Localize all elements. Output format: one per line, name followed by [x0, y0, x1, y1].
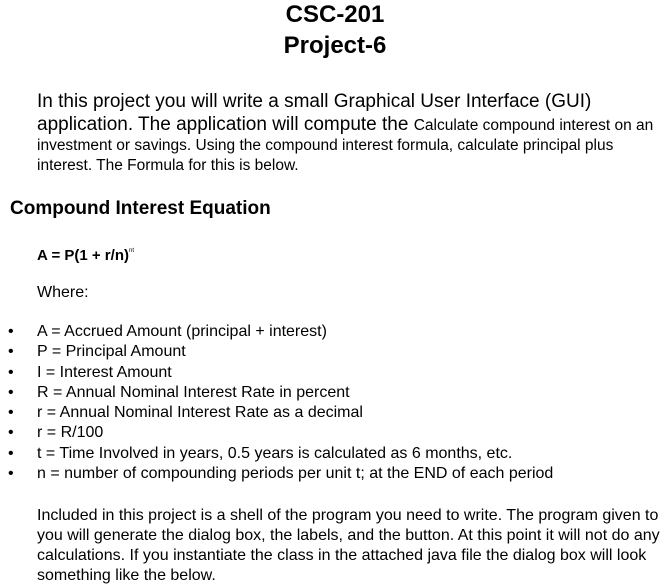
equation-main: A = P(1 + r/n): [37, 247, 129, 264]
intro-text-large: In this project you will write a small Graphical User Interface (GUI) application. The application will compute the: [37, 91, 592, 135]
list-item: [0, 363, 670, 383]
list-item: [0, 342, 670, 362]
document-title-line-1: CSC-201: [285, 1, 385, 28]
document-title-line-2: Project-6: [283, 32, 387, 59]
list-item: [0, 383, 670, 403]
bullet-icon: •: [8, 383, 14, 401]
equation-exponent: nt: [128, 248, 134, 254]
intro-text-small: Calculate compound interest on an investment or savings. Using the compound interest formula, calculate principal plus interest. The Formula for this is below.: [37, 117, 654, 174]
list-item-text: t = Time Involved in years, 0.5 years is calculated as 6 months, etc.: [37, 444, 513, 462]
bullet-icon: •: [8, 404, 14, 422]
list-item-text: r = R/100: [37, 424, 104, 442]
list-item-text: I = Interest Amount: [37, 363, 172, 381]
where-label: Where:: [37, 284, 89, 301]
list-item-text: r = Annual Nominal Interest Rate as a decimal: [37, 404, 363, 422]
intro-paragraph: [37, 90, 662, 176]
bullet-icon: •: [8, 323, 14, 340]
variable-list: [0, 322, 670, 484]
bullet-icon: •: [8, 363, 14, 381]
bullet-icon: •: [8, 424, 14, 442]
list-item-text: P = Principal Amount: [37, 343, 186, 361]
list-item: [0, 322, 670, 342]
list-item-text: A = Accrued Amount (principal + interest): [37, 323, 327, 340]
closing-paragraph: Included in this project is a shell of the program you need to write. The program given to you will generate the dialog box, the labels, and the button. At this point it will not do any calculations. If you instantiate the class in the attached java file the dialog box will look something like the below.: [37, 507, 660, 584]
bullet-icon: •: [8, 465, 14, 483]
list-item-text: R = Annual Nominal Interest Rate in percent: [37, 383, 350, 401]
bullet-icon: •: [8, 343, 14, 361]
list-item-text: n = number of compounding periods per unit t; at the END of each period: [37, 465, 554, 483]
compound-interest-equation: [37, 241, 134, 266]
list-item: [0, 403, 670, 423]
section-heading: Compound Interest Equation: [10, 198, 271, 219]
list-item: [0, 423, 670, 443]
list-item: [0, 444, 670, 464]
bullet-icon: •: [8, 444, 14, 462]
list-item: [0, 464, 670, 484]
